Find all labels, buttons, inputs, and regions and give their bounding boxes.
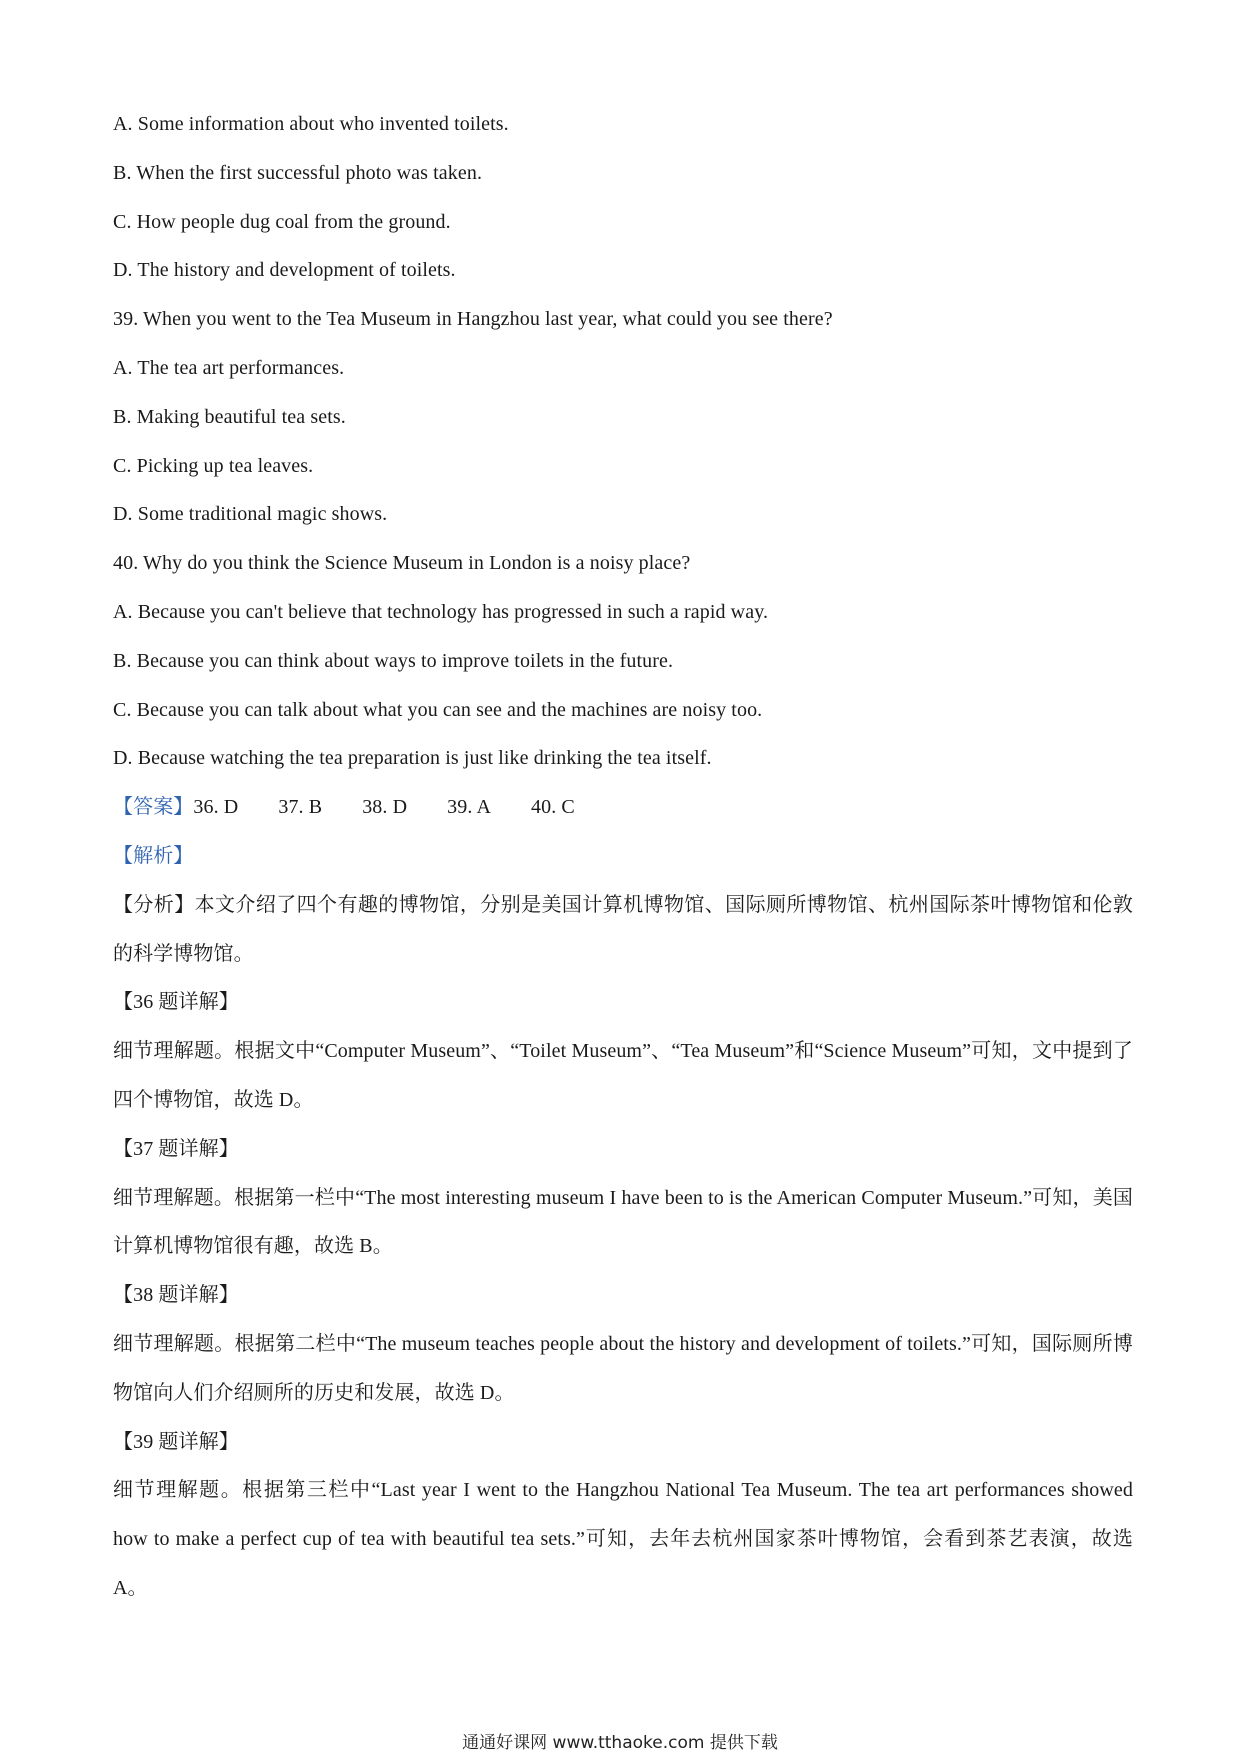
answer-37: 37. B — [278, 796, 323, 819]
document-content — [113, 100, 1133, 1613]
answer-39: 39. A — [447, 796, 491, 819]
detail-36-text: 细节理解题。根据文中“Computer Museum”、“Toilet Museum”、“Tea Museum”和“Science Museum”可知，文中提到了四个博物馆，故选 D。 — [113, 1040, 1133, 1111]
q40-option-a: A. Because you can't believe that technology has progressed in such a rapid way. — [113, 600, 769, 623]
detail-37-text: 细节理解题。根据第一栏中“The most interesting museum I have been to is the American Computer Museum.”可知，美国计算机博物馆很有趣，故选 B。 — [113, 1186, 1133, 1258]
q39-question: 39. When you went to the Tea Museum in Hangzhou last year, what could you see there? — [113, 308, 833, 331]
answer-key — [113, 783, 1133, 832]
q39-option-d: D. Some traditional magic shows. — [113, 503, 388, 526]
q39-option-a: A. The tea art performances. — [113, 356, 345, 379]
detail-38-text: 细节理解题。根据第二栏中“The museum teaches people about the history and development of toilets.”可知，国际厕所博物馆向人们介绍厕所的历史和发展，故选 D。 — [113, 1332, 1133, 1404]
q38-option-c: C. How people dug coal from the ground. — [113, 210, 451, 233]
q38-option-d: D. The history and development of toilets. — [113, 259, 456, 282]
answer-38: 38. D — [362, 796, 408, 819]
analysis-summary: 【分析】本文介绍了四个有趣的博物馆，分别是美国计算机博物馆、国际厕所博物馆、杭州国际茶叶博物馆和伦敦的科学博物馆。 — [113, 893, 1133, 965]
q39-option-c: C. Picking up tea leaves. — [113, 454, 314, 477]
answer-40: 40. C — [531, 796, 575, 819]
q38-option-b: B. When the first successful photo was taken. — [113, 161, 483, 184]
q40-option-b: B. Because you can think about ways to improve toilets in the future. — [113, 649, 674, 672]
analysis-label: 【解析】 — [113, 844, 194, 867]
q40-option-d: D. Because watching the tea preparation is just like drinking the tea itself. — [113, 747, 712, 770]
q38-option-a: A. Some information about who invented toilets. — [113, 113, 509, 135]
q40-option-c: C. Because you can talk about what you can see and the machines are noisy too. — [113, 698, 763, 721]
q39-option-b: B. Making beautiful tea sets. — [113, 405, 346, 428]
detail-39-text: 细节理解题。根据第三栏中“Last year I went to the Hangzhou National Tea Museum. The tea art performances showed how to make a perfect cup of tea with beautiful tea sets.”可知，去年去杭州国家茶叶博物馆，会看到茶艺表演，故选 A。 — [113, 1479, 1133, 1599]
detail-38-heading: 【38 题详解】 — [113, 1284, 239, 1307]
detail-37-heading: 【37 题详解】 — [113, 1137, 239, 1160]
answer-36: 36. D — [193, 796, 239, 819]
detail-39-heading: 【39 题详解】 — [113, 1430, 239, 1453]
answer-label: 【答案】 — [113, 796, 194, 819]
detail-36-heading: 【36 题详解】 — [113, 991, 239, 1014]
page-footer: 通通好课网 www.tthaoke.com 提供下载 — [462, 1733, 778, 1753]
q40-question: 40. Why do you think the Science Museum in London is a noisy place? — [113, 552, 691, 575]
